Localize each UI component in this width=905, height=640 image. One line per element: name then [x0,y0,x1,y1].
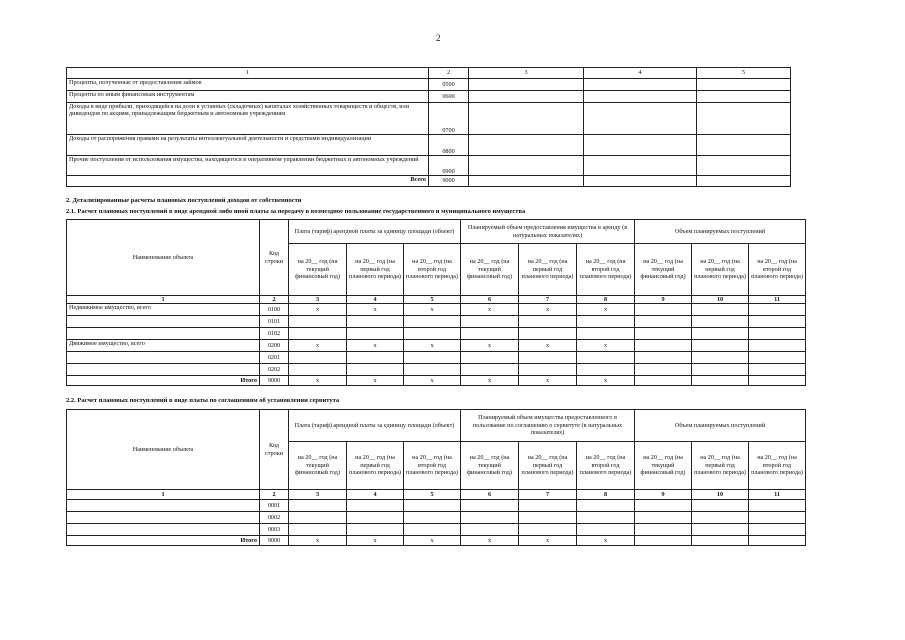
year-second-header: на 20__ год (на второй год планового периода) [749,442,806,490]
column-numbers-row [67,490,806,500]
empty-cell [749,512,806,524]
col-number: 1 [67,296,260,304]
col-number: 2 [260,490,289,500]
year-current-header: на 20__ год (на текущий финансовый год) [289,244,347,296]
x-mark: x [404,304,461,316]
year-first-header: на 20__ год (на первый год планового периода) [519,442,577,490]
year-first-header: на 20__ год (на первый год планового периода) [519,244,577,296]
empty-cell [577,316,635,328]
x-mark: x [519,536,577,546]
year-second-header: на 20__ год (на второй год планового периода) [749,244,806,296]
col-number: 3 [289,490,347,500]
empty-cell [519,316,577,328]
x-mark: x [577,376,635,386]
empty-cell [749,524,806,536]
empty-cell [519,512,577,524]
easement-table [66,409,806,546]
table-row [67,500,806,512]
x-mark: x [577,304,635,316]
empty-cell [461,500,519,512]
empty-cell [519,524,577,536]
year-current-header: на 20__ год (на текущий финансовый год) [461,442,519,490]
empty-cell [519,328,577,340]
col-number: 6 [461,296,519,304]
empty-cell [635,364,692,376]
row-label [67,524,260,536]
empty-cell [289,512,347,524]
empty-cell [692,316,749,328]
year-current-header: на 20__ год (на текущий финансовый год) [289,442,347,490]
empty-cell [749,500,806,512]
empty-cell [404,328,461,340]
empty-cell [749,328,806,340]
empty-cell [461,352,519,364]
empty-cell [692,340,749,352]
total-row [67,176,791,187]
empty-cell [519,500,577,512]
col-number: 9 [635,296,692,304]
row-code: 0500 [429,79,469,91]
row-label [67,328,260,340]
rent-table [66,219,806,386]
tariff-group-header: Плата (тариф) арендной платы за единицу площади (объект) [289,220,461,244]
empty-cell [461,316,519,328]
empty-cell [635,340,692,352]
code-header: Код строки [260,220,289,296]
x-mark: x [289,340,347,352]
empty-cell [289,328,347,340]
row-code: 0003 [260,524,289,536]
empty-cell [692,352,749,364]
col-number: 2 [260,296,289,304]
row-label: Доходы от распоряжения правами на результаты интеллектуальной деятельности и средствами индивидуализации [67,135,429,156]
row-label [67,500,260,512]
col-number: 7 [519,490,577,500]
name-header: Наименование объекта [67,410,260,490]
total-label: Всего [67,176,429,187]
year-first-header: на 20__ год (на первый год планового периода) [347,244,404,296]
empty-cell [749,352,806,364]
empty-cell [347,364,404,376]
row-code: 0700 [429,103,469,135]
table-row [67,352,806,364]
empty-cell [635,352,692,364]
col-number: 8 [577,296,635,304]
revenue-group-header: Объем планируемых поступлений [635,220,806,244]
empty-cell [404,524,461,536]
empty-cell [347,352,404,364]
empty-cell [347,328,404,340]
col-number: 7 [519,296,577,304]
year-first-header: на 20__ год (на первый год планового периода) [692,442,749,490]
table-row [67,340,806,352]
total-row [67,536,806,546]
table-row [67,316,806,328]
empty-cell [404,352,461,364]
x-mark: x [347,376,404,386]
col-number: 11 [749,490,806,500]
row-code: 0202 [260,364,289,376]
x-mark: x [461,340,519,352]
col-number: 4 [347,296,404,304]
empty-cell [635,524,692,536]
empty-cell [749,304,806,316]
empty-cell [635,512,692,524]
x-mark: x [404,340,461,352]
table-row [67,524,806,536]
section-2-1-title: 2.1. Расчет плановых поступлений в виде арендной либо иной платы за передачу в возмездное пользование государственного и муниципального имущества [66,208,526,215]
year-second-header: на 20__ год (на второй год планового периода) [577,244,635,296]
volume-group-header: Планируемый объем предоставления имущества в аренду (в натуральных показателях) [461,220,635,244]
empty-cell [404,316,461,328]
year-second-header: на 20__ год (на второй год планового периода) [404,244,461,296]
col-number: 11 [749,296,806,304]
empty-cell [692,500,749,512]
x-mark: x [289,376,347,386]
page-number: 2 [436,33,441,43]
empty-cell [635,500,692,512]
row-code: 0600 [429,91,469,103]
empty-cell [692,364,749,376]
empty-cell [289,500,347,512]
empty-cell [519,352,577,364]
col-number: 9 [635,490,692,500]
volume-group-header: Планируемый объем имущества предоставленного в пользование по соглашению о сервитуте (в натуральных показателях) [461,410,635,442]
year-second-header: на 20__ год (на второй год планового периода) [577,442,635,490]
empty-cell [635,328,692,340]
col-header-4: 4 [584,68,697,79]
row-label [67,352,260,364]
x-mark: x [519,304,577,316]
year-current-header: на 20__ год (на текущий финансовый год) [635,442,692,490]
row-label: Доходы в виде прибыли, приходящейся на доли в уставных (складочных) капиталах хозяйственных товариществ и обществ, или дивидендов по акциям, принадлежащим бюджетным и автономным учреждениям [67,103,429,135]
x-mark: x [289,536,347,546]
row-code: 0102 [260,328,289,340]
col-number: 5 [404,296,461,304]
empty-cell [749,316,806,328]
table-row [67,512,806,524]
table-row [67,135,791,156]
col-number: 10 [692,490,749,500]
row-label [67,364,260,376]
code-header: Код строки [260,410,289,490]
table-row [67,103,791,135]
empty-cell [692,512,749,524]
total-code: 9000 [429,176,469,187]
x-mark: x [347,340,404,352]
empty-cell [461,512,519,524]
table-row [67,91,791,103]
section-2-2-title: 2.2. Расчет плановых поступлений в виде платы по соглашениям об установлении сервитута [66,397,340,404]
row-code: 0800 [429,135,469,156]
empty-cell [577,524,635,536]
empty-cell [577,352,635,364]
empty-cell [635,316,692,328]
empty-cell [289,316,347,328]
col-header-3: 3 [469,68,584,79]
table-row [67,304,806,316]
empty-cell [461,524,519,536]
year-current-header: на 20__ год (на текущий финансовый год) [461,244,519,296]
col-header-2: 2 [429,68,469,79]
x-mark: x [289,304,347,316]
section-2-title: 2. Детализированные расчеты плановых поступлений доходов от собственности [66,197,302,204]
total-row [67,376,806,386]
empty-cell [289,364,347,376]
table-row [67,364,806,376]
total-label: Итого [67,376,260,386]
col-number: 8 [577,490,635,500]
year-first-header: на 20__ год (на первый год планового периода) [692,244,749,296]
col-number: 5 [404,490,461,500]
col-number: 1 [67,490,260,500]
empty-cell [692,524,749,536]
col-number: 10 [692,296,749,304]
total-code: 9000 [260,536,289,546]
empty-cell [577,364,635,376]
row-code: 0201 [260,352,289,364]
x-mark: x [347,304,404,316]
row-label: Прочие поступления от использования имущества, находящегося в оперативном управлении бюджетных и автономных учреждений [67,156,429,176]
empty-cell [289,352,347,364]
empty-cell [461,328,519,340]
col-number: 4 [347,490,404,500]
table-row [67,328,806,340]
tariff-group-header: Плата (тариф) арендной платы за единицу площади (объект) [289,410,461,442]
empty-cell [347,316,404,328]
x-mark: x [519,376,577,386]
total-label: Итого [67,536,260,546]
income-header-row [67,68,791,79]
row-code: 0900 [429,156,469,176]
empty-cell [749,340,806,352]
table-row [67,79,791,91]
row-code: 0002 [260,512,289,524]
revenue-group-header: Объем планируемых поступлений [635,410,806,442]
column-numbers-row [67,296,806,304]
empty-cell [635,304,692,316]
x-mark: x [519,340,577,352]
row-code: 0001 [260,500,289,512]
empty-cell [404,512,461,524]
empty-cell [404,500,461,512]
x-mark: x [461,536,519,546]
col-number: 6 [461,490,519,500]
col-number: 3 [289,296,347,304]
empty-cell [519,364,577,376]
year-first-header: на 20__ год (на первый год планового периода) [347,442,404,490]
row-label [67,512,260,524]
empty-cell [692,328,749,340]
col-header-5: 5 [697,68,791,79]
row-code: 0101 [260,316,289,328]
row-label: Проценты по иным финансовым инструментам [67,91,429,103]
empty-cell [347,512,404,524]
empty-cell [692,304,749,316]
name-header: Наименование объекта [67,220,260,296]
x-mark: x [577,536,635,546]
x-mark: x [461,376,519,386]
empty-cell [404,364,461,376]
row-label: Проценты, полученные от предоставления займов [67,79,429,91]
year-current-header: на 20__ год (на текущий финансовый год) [635,244,692,296]
col-header-1: 1 [67,68,429,79]
empty-cell [347,524,404,536]
row-code: 0100 [260,304,289,316]
total-code: 9000 [260,376,289,386]
empty-cell [577,512,635,524]
empty-cell [577,328,635,340]
x-mark: x [347,536,404,546]
x-mark: x [461,304,519,316]
empty-cell [289,524,347,536]
table-row [67,156,791,176]
row-code: 0200 [260,340,289,352]
empty-cell [461,364,519,376]
x-mark: x [404,376,461,386]
income-table [66,67,791,187]
empty-cell [347,500,404,512]
year-second-header: на 20__ год (на второй год планового периода) [404,442,461,490]
row-label [67,316,260,328]
row-label: Недвижимое имущество, всего [67,304,260,316]
x-mark: x [577,340,635,352]
row-label: Движимое имущество, всего [67,340,260,352]
empty-cell [577,500,635,512]
x-mark: x [404,536,461,546]
empty-cell [749,364,806,376]
